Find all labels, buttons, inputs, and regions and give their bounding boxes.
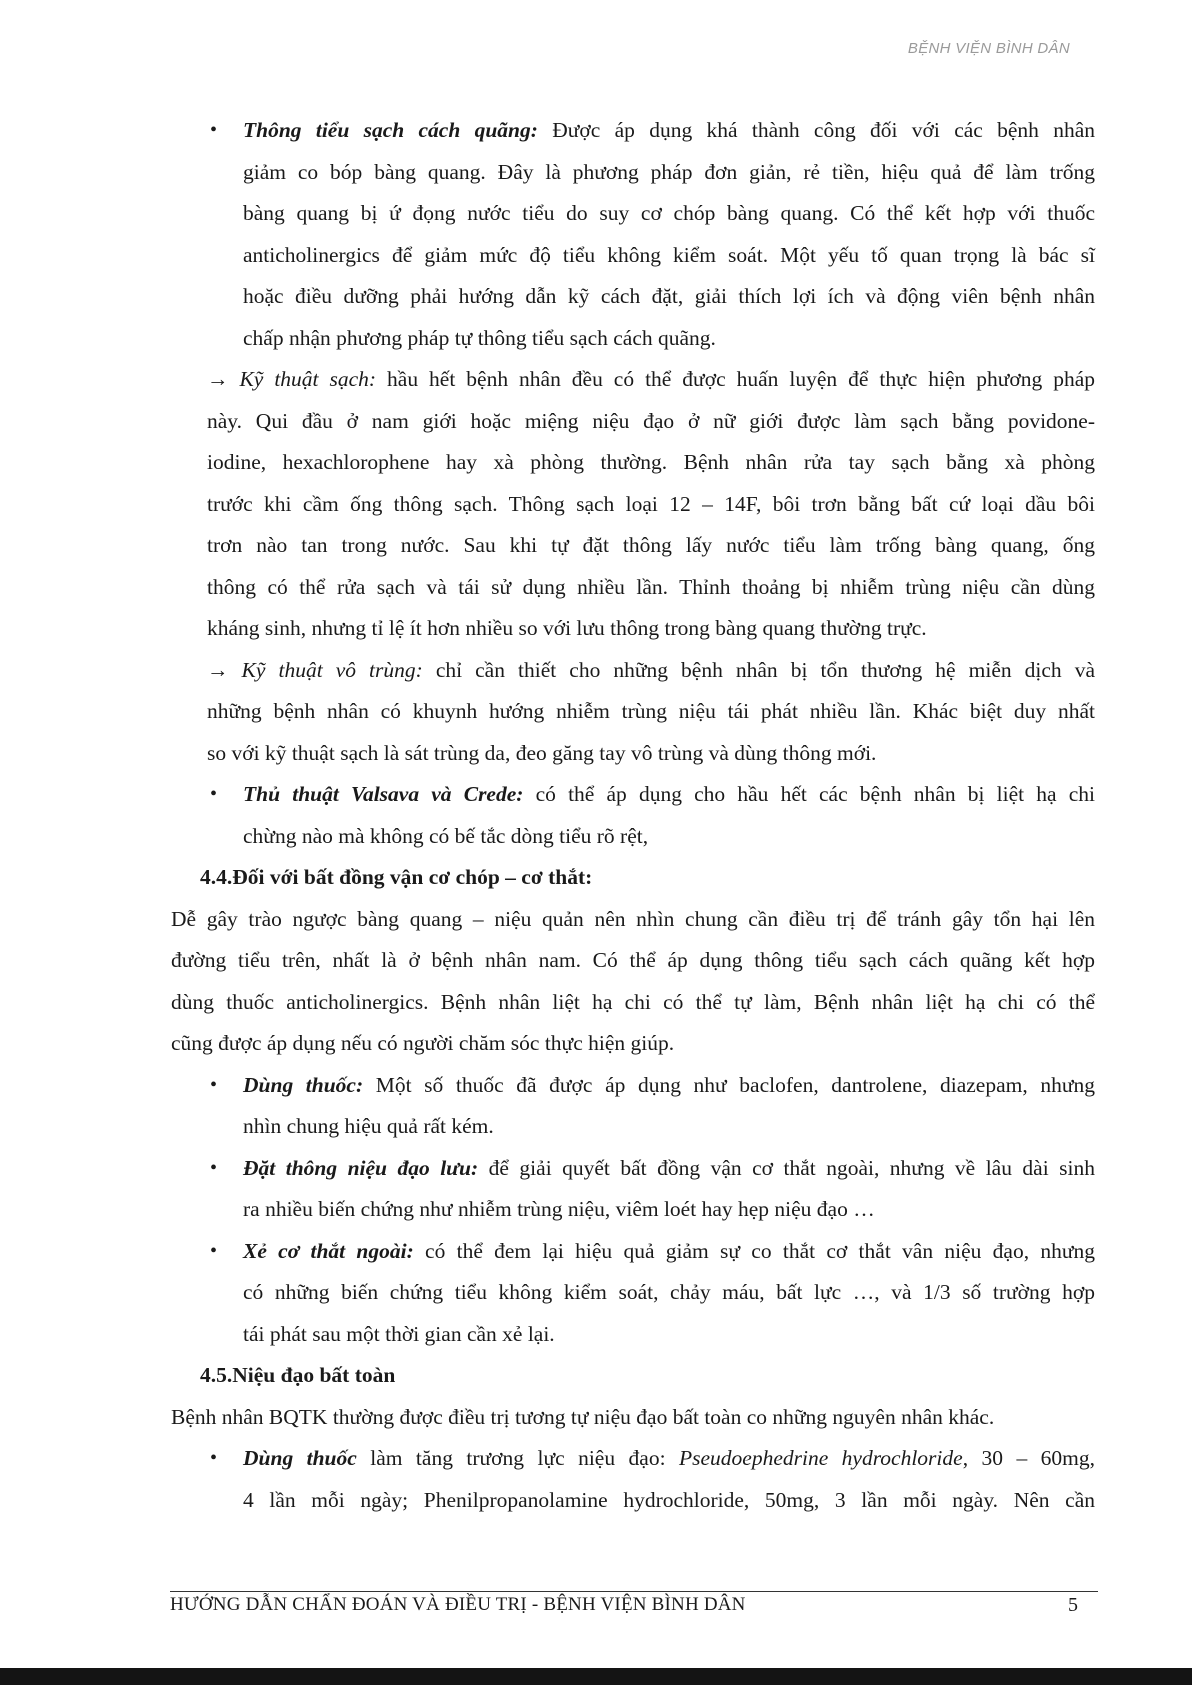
text-line [207, 733, 876, 774]
line-text: dùng thuốc anticholinergics. Bệnh nhân liệt hạ chi có thể tự làm, Bệnh nhân liệt hạ chi có thể [171, 989, 1095, 1014]
text-line [243, 774, 1095, 815]
line-text: hoặc điều dưỡng phải hướng dẫn kỹ cách đặt, giải thích lợi ích và động viên bệnh nhân [243, 284, 1095, 308]
text-line [207, 442, 1095, 483]
line-text: kháng sinh, nhưng tỉ lệ ít hơn nhiều so với lưu thông trong bàng quang thường trực. [207, 616, 927, 640]
text-line [207, 567, 1095, 608]
text-line [243, 110, 1095, 151]
bullet-symbol: • [210, 1447, 218, 1469]
running-header: BỆNH VIỆN BÌNH DÂN [907, 40, 1070, 57]
text-line [243, 1148, 1095, 1189]
text-line [207, 359, 1095, 400]
drug-name: Pseudoephedrine hydrochloride [678, 1446, 963, 1470]
footer-title: HƯỚNG DẪN CHẨN ĐOÁN VÀ ĐIỀU TRỊ - BỆNH VIỆN BÌNH DÂN [170, 1594, 746, 1615]
text-line [171, 899, 1095, 940]
text-line [207, 484, 1095, 525]
line-text: này. Qui đầu ở nam giới hoặc miệng niệu đạo ở nữ giới được làm sạch bằng povidone- [207, 408, 1095, 433]
line-text: iodine, hexachlorophene hay xà phòng thường. Bệnh nhân rửa tay sạch bằng xà phòng [207, 450, 1095, 474]
line-text: làm tăng trương lực niệu đạo: [356, 1446, 679, 1470]
line-text: những bệnh nhân có khuynh hướng nhiễm trùng niệu tái phát nhiều lần. Khác biệt duy nhất [207, 699, 1095, 723]
line-text: bàng quang bị ứ đọng nước tiểu do suy cơ chóp bàng quang. Có thể kết hợp với thuốc [243, 201, 1095, 225]
bullet-symbol: • [210, 1239, 218, 1262]
bullet-term: Xẻ cơ thắt ngoài: [243, 1238, 414, 1263]
section-heading [200, 1355, 395, 1396]
page-number: 5 [1068, 1594, 1078, 1616]
footer-divider [170, 1591, 1098, 1592]
text-line [171, 982, 1095, 1023]
line-text: chừng nào mà không có bế tắc dòng tiểu rõ rệt, [243, 823, 649, 848]
bullet-term: Thông tiểu sạch cách quãng: [243, 118, 538, 142]
line-text: cũng được áp dụng nếu có người chăm sóc thực hiện giúp. [171, 1031, 675, 1055]
line-text: trơn nào tan trong nước. Sau khi tự đặt thông lấy nước tiểu làm trống bàng quang, ống [207, 533, 1095, 557]
text-line [243, 1314, 555, 1355]
text-line [243, 235, 1095, 276]
line-text: chấp nhận phương pháp tự thông tiểu sạch cách quãng. [243, 325, 716, 350]
text-line [243, 1480, 1095, 1521]
text-line [243, 1106, 494, 1147]
line-text: nhìn chung hiệu quả rất kém. [243, 1114, 494, 1138]
line-text: đường tiểu trên, nhất là ở bệnh nhân nam. Có thể áp dụng thông tiểu sạch cách quãng kết hợp [171, 948, 1095, 972]
bullet-symbol: • [210, 119, 218, 141]
bullet-term: Đặt thông niệu đạo lưu: [243, 1155, 479, 1180]
text-line [207, 691, 1095, 732]
text-line [243, 1189, 875, 1230]
text-line [207, 401, 1095, 442]
text-line [243, 152, 1095, 193]
line-text: chỉ cần thiết cho những bệnh nhân bị tổn thương hệ miễn dịch và [422, 657, 1095, 682]
text-line [243, 1231, 1095, 1272]
bottom-bar [0, 1668, 1192, 1685]
line-text: Dễ gây trào ngược bàng quang – niệu quản nên nhìn chung cần điều trị để tránh gây tổn hại lên [171, 906, 1095, 931]
section-heading [200, 857, 592, 898]
text-line [207, 525, 1095, 566]
bullet-symbol: • [210, 1156, 218, 1179]
line-text: có những biến chứng tiểu không kiểm soát, chảy máu, bất lực …, và 1/3 số trường hợp [243, 1280, 1095, 1304]
text-line [243, 1272, 1095, 1313]
line-text: Bệnh nhân BQTK thường được điều trị tương tự niệu đạo bất toàn co những nguyên nhân khác. [171, 1404, 995, 1429]
line-text: anticholinergics để giảm mức độ tiểu không kiểm soát. Một yếu tố quan trọng là bác sĩ [243, 242, 1095, 267]
bullet-symbol: • [210, 783, 218, 805]
text-line [207, 608, 927, 649]
line-text: 4.4.Đối với bất đồng vận cơ chóp – cơ thắt: [200, 865, 593, 889]
text-line [243, 816, 648, 857]
text-line [243, 276, 1095, 317]
line-text: 4 lần mỗi ngày; Phenilpropanolamine hydrochloride, 50mg, 3 lần mỗi ngày. Nên cần [243, 1487, 1095, 1512]
text-line [243, 1438, 1095, 1479]
text-line [171, 940, 1095, 981]
arrow-term: → Kỹ thuật vô trùng: [207, 657, 423, 682]
line-text: ra nhiều biến chứng như nhiễm trùng niệu, viêm loét hay hẹp niệu đạo … [243, 1197, 875, 1221]
line-text: tái phát sau một thời gian cần xẻ lại. [243, 1321, 555, 1346]
bullet-term: Thủ thuật Valsava và Crede: [243, 782, 524, 806]
arrow-term: → Kỹ thuật sạch: [207, 367, 377, 391]
line-text: Một số thuốc đã được áp dụng như baclofen, dantrolene, diazepam, nhưng [363, 1072, 1095, 1097]
line-text: hầu hết bệnh nhân đều có thể được huấn luyện để thực hiện phương pháp [376, 367, 1095, 391]
line-text-tail: , 30 – 60mg, [962, 1446, 1095, 1470]
text-line [243, 1065, 1095, 1106]
line-text: trước khi cầm ống thông sạch. Thông sạch loại 12 – 14F, bôi trơn bằng bất cứ loại dầu bôi [207, 491, 1095, 516]
line-text: để giải quyết bất đồng vận cơ thắt ngoài, nhưng về lâu dài sinh [478, 1155, 1096, 1180]
line-text: so với kỹ thuật sạch là sát trùng da, đeo găng tay vô trùng và dùng thông mới. [207, 740, 877, 765]
line-text: có thể áp dụng cho hầu hết các bệnh nhân bị liệt hạ chi [523, 782, 1095, 806]
text-line [243, 193, 1095, 234]
text-line [171, 1023, 674, 1064]
bullet-symbol: • [210, 1073, 218, 1096]
line-text: thông có thể rửa sạch và tái sử dụng nhiều lần. Thỉnh thoảng bị nhiễm trùng niệu cần dùng [207, 574, 1095, 599]
line-text: có thể đem lại hiệu quả giảm sự co thắt cơ thắt vân niệu đạo, nhưng [413, 1238, 1095, 1263]
bullet-term: Dùng thuốc: [243, 1072, 364, 1097]
text-line [207, 650, 1095, 691]
line-text: Được áp dụng khá thành công đối với các bệnh nhân [537, 118, 1096, 142]
text-line [243, 318, 716, 359]
bullet-term: Dùng thuốc [243, 1446, 357, 1470]
text-line [171, 1397, 994, 1438]
line-text: 4.5.Niệu đạo bất toàn [200, 1363, 396, 1387]
line-text: giảm co bóp bàng quang. Đây là phương pháp đơn giản, rẻ tiền, hiệu quả để làm trống [243, 159, 1095, 184]
